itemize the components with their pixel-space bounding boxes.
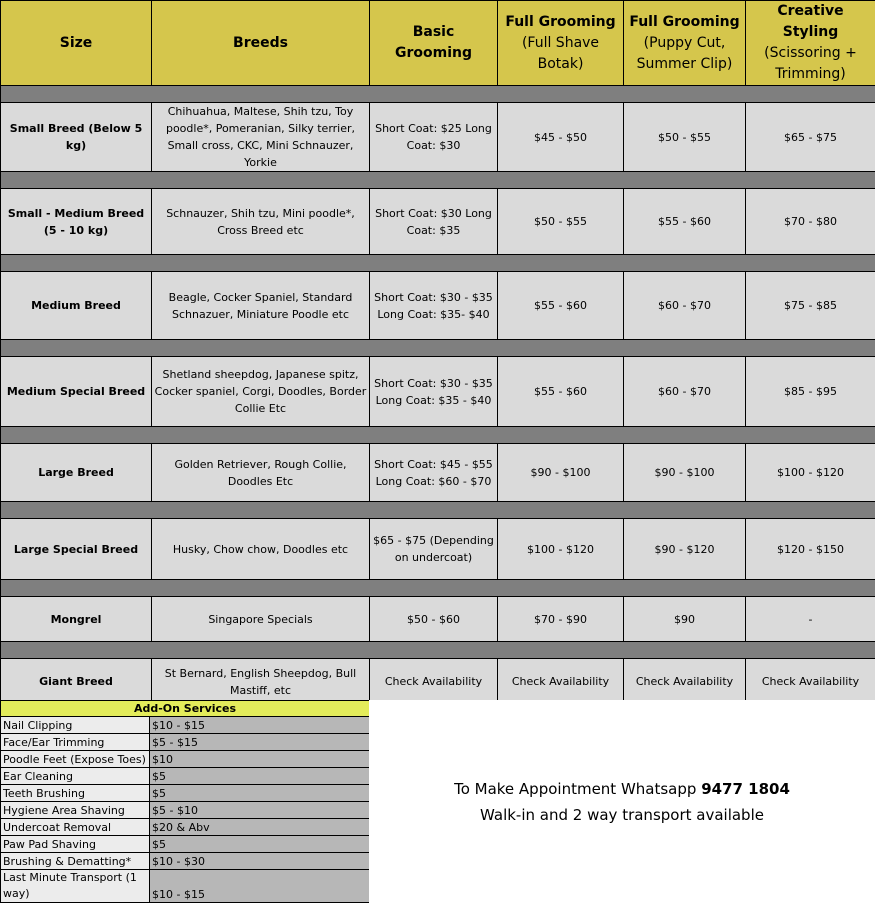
addon-service: Hygiene Area Shaving (1, 802, 150, 819)
addon-price: $5 - $10 (150, 802, 370, 819)
separator-row (1, 255, 875, 272)
cell-puppy: Check Availability (624, 659, 746, 705)
separator-row (1, 172, 875, 189)
cell-creative: $65 - $75 (746, 103, 875, 172)
cell-puppy: $60 - $70 (624, 272, 746, 340)
cell-breeds: Husky, Chow chow, Doodles etc (152, 519, 370, 580)
list-item (1, 836, 370, 853)
cell-creative: $120 - $150 (746, 519, 875, 580)
list-item (1, 751, 370, 768)
addon-price: $10 (150, 751, 370, 768)
table-row (1, 103, 875, 172)
addon-service: Poodle Feet (Expose Toes) (1, 751, 150, 768)
addon-price: $5 (150, 785, 370, 802)
addon-service: Paw Pad Shaving (1, 836, 150, 853)
addon-price: $5 - $15 (150, 734, 370, 751)
list-item (1, 734, 370, 751)
cell-full-shave: $55 - $60 (498, 272, 624, 340)
table-row (1, 357, 875, 427)
cell-basic: Short Coat: $25 Long Coat: $30 (370, 103, 498, 172)
cell-creative: - (746, 597, 875, 642)
header-full-grooming-shave: Full Grooming (Full Shave Botak) (498, 1, 624, 86)
cell-breeds: St Bernard, English Sheepdog, Bull Mastiff, etc (152, 659, 370, 705)
cell-puppy: $55 - $60 (624, 189, 746, 255)
header-size: Size (1, 1, 152, 86)
cell-basic: Short Coat: $30 - $35 Long Coat: $35 - $40 (370, 357, 498, 427)
cell-basic: $65 - $75 (Depending on undercoat) (370, 519, 498, 580)
cell-size: Large Breed (1, 444, 152, 502)
table-row (1, 659, 875, 705)
cell-creative: $70 - $80 (746, 189, 875, 255)
cell-size: Mongrel (1, 597, 152, 642)
cell-puppy: $90 - $100 (624, 444, 746, 502)
list-item (1, 853, 370, 870)
separator-row (1, 502, 875, 519)
header-full-grooming-puppy: Full Grooming (Puppy Cut, Summer Clip) (624, 1, 746, 86)
header-creative-styling: Creative Styling (Scissoring + Trimming) (746, 1, 875, 86)
cell-breeds: Chihuahua, Maltese, Shih tzu, Toy poodle*, Pomeranian, Silky terrier, Small cross, CKC, Mini Schnauzer, Yorkie (152, 103, 370, 172)
addon-service: Undercoat Removal (1, 819, 150, 836)
header-breeds: Breeds (152, 1, 370, 86)
addon-service: Nail Clipping (1, 717, 150, 734)
cell-size: Medium Special Breed (1, 357, 152, 427)
list-item (1, 870, 370, 903)
cell-puppy: $90 - $120 (624, 519, 746, 580)
addon-price: $5 (150, 768, 370, 785)
addon-title: Add-On Services (1, 701, 370, 717)
appointment-line (369, 780, 875, 798)
cell-full-shave: $90 - $100 (498, 444, 624, 502)
addon-services-table (0, 700, 370, 903)
transport-line: Walk-in and 2 way transport available (480, 806, 764, 824)
cell-size: Large Special Breed (1, 519, 152, 580)
addon-service: Ear Cleaning (1, 768, 150, 785)
table-row (1, 444, 875, 502)
separator-row (1, 340, 875, 357)
contact-info (369, 700, 875, 903)
table-row (1, 272, 875, 340)
table-row (1, 519, 875, 580)
cell-basic: Short Coat: $30 Long Coat: $35 (370, 189, 498, 255)
cell-full-shave: $55 - $60 (498, 357, 624, 427)
list-item (1, 819, 370, 836)
table-row (1, 597, 875, 642)
cell-full-shave: Check Availability (498, 659, 624, 705)
cell-breeds: Schnauzer, Shih tzu, Mini poodle*, Cross Breed etc (152, 189, 370, 255)
table-row (1, 189, 875, 255)
cell-basic: $50 - $60 (370, 597, 498, 642)
addon-service: Brushing & Dematting* (1, 853, 150, 870)
cell-puppy: $60 - $70 (624, 357, 746, 427)
list-item (1, 785, 370, 802)
addon-service: Teeth Brushing (1, 785, 150, 802)
cell-basic: Short Coat: $45 - $55 Long Coat: $60 - $70 (370, 444, 498, 502)
cell-breeds: Shetland sheepdog, Japanese spitz, Cocker spaniel, Corgi, Doodles, Border Collie Etc (152, 357, 370, 427)
addon-price: $20 & Abv (150, 819, 370, 836)
header-basic-grooming: Basic Grooming (370, 1, 498, 86)
cell-size: Giant Breed (1, 659, 152, 705)
cell-full-shave: $50 - $55 (498, 189, 624, 255)
separator-row (1, 580, 875, 597)
cell-full-shave: $70 - $90 (498, 597, 624, 642)
cell-basic: Check Availability (370, 659, 498, 705)
cell-full-shave: $45 - $50 (498, 103, 624, 172)
list-item (1, 717, 370, 734)
cell-full-shave: $100 - $120 (498, 519, 624, 580)
cell-breeds: Beagle, Cocker Spaniel, Standard Schnazuer, Miniature Poodle etc (152, 272, 370, 340)
header-row (1, 1, 875, 86)
appointment-text: To Make Appointment Whatsapp (454, 780, 702, 798)
addon-price: $10 - $15 (150, 717, 370, 734)
separator-row (1, 427, 875, 444)
cell-creative: $85 - $95 (746, 357, 875, 427)
cell-size: Small Breed (Below 5 kg) (1, 103, 152, 172)
separator-row (1, 642, 875, 659)
cell-breeds: Singapore Specials (152, 597, 370, 642)
cell-size: Medium Breed (1, 272, 152, 340)
whatsapp-number[interactable]: 9477 1804 (701, 780, 790, 798)
addon-service: Face/Ear Trimming (1, 734, 150, 751)
cell-basic: Short Coat: $30 - $35 Long Coat: $35- $40 (370, 272, 498, 340)
addon-price: $10 - $30 (150, 853, 370, 870)
list-item (1, 768, 370, 785)
cell-breeds: Golden Retriever, Rough Collie, Doodles Etc (152, 444, 370, 502)
addon-price: $5 (150, 836, 370, 853)
cell-creative: $75 - $85 (746, 272, 875, 340)
cell-puppy: $90 (624, 597, 746, 642)
cell-puppy: $50 - $55 (624, 103, 746, 172)
addon-price: $10 - $15 (150, 870, 370, 903)
cell-creative: $100 - $120 (746, 444, 875, 502)
cell-size: Small - Medium Breed (5 - 10 kg) (1, 189, 152, 255)
separator-row (1, 86, 875, 103)
cell-creative: Check Availability (746, 659, 875, 705)
list-item (1, 802, 370, 819)
addon-service: Last Minute Transport (1 way) (1, 870, 150, 903)
